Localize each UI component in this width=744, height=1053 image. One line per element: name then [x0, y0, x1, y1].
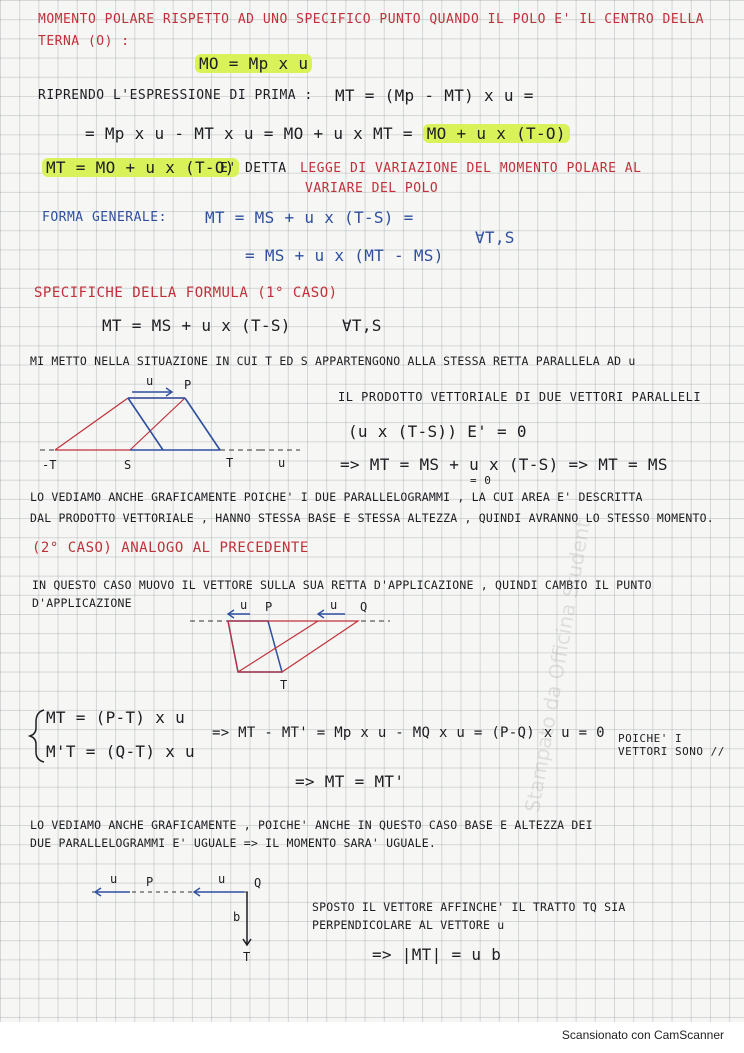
- watermark: Stampato da Officina Student: [520, 517, 596, 815]
- scanner-footer-text: Scansionato con CamScanner: [561, 1028, 724, 1042]
- final-label-u1: u: [110, 872, 118, 886]
- final-label-u2: u: [218, 872, 226, 886]
- law-formula: MT = MO + u x (T-O): [42, 158, 239, 177]
- case2-graphic-line2: DUE PARALLELOGRAMMI E' UGUALE => IL MOMENTO SARA' UGUALE.: [30, 836, 437, 850]
- case2-title: (2° CASO) ANALOGO AL PRECEDENTE: [32, 540, 309, 556]
- general-form-eq2: = MS + u x (MT - MS): [245, 246, 444, 265]
- case1-forall: ∀T,S: [342, 316, 382, 335]
- case1-implication: => MT = MS + u x (T-S) => MT = MS: [340, 455, 668, 474]
- case1-graphic-line2: DAL PRODOTTO VETTORIALE , HANNO STESSA BASE E STESSA ALTEZZA , QUINDI AVRANNO LO STESSO MOMENTO.: [30, 511, 714, 525]
- general-form-eq1: MT = MS + u x (T-S) =: [205, 208, 414, 227]
- scanner-footer: [0, 1022, 744, 1053]
- case1-formula: MT = MS + u x (T-S): [102, 316, 291, 335]
- law-text-a: E' DETTA: [220, 161, 287, 176]
- general-form-forall: ∀T,S: [475, 228, 515, 247]
- case2-line1: IN QUESTO CASO MUOVO IL VETTORE SULLA SUA RETTA D'APPLICAZIONE , QUINDI CAMBIO IL PUNTO: [32, 578, 652, 592]
- general-form-label: FORMA GENERALE:: [42, 210, 167, 225]
- case2-label-t: T: [280, 678, 288, 692]
- case1-situation: MI METTO NELLA SITUAZIONE IN CUI T ED S APPARTENGONO ALLA STESSA RETTA PARALLELA AD u: [30, 354, 636, 368]
- derivation-eq1: MT = (Mp - MT) x u =: [335, 86, 534, 105]
- final-label-b: b: [233, 910, 241, 924]
- case1-zero-label: = 0: [470, 474, 492, 487]
- case1-label-s: S: [124, 458, 132, 472]
- polar-title-line1: MOMENTO POLARE RISPETTO AD UNO SPECIFICO PUNTO QUANDO IL POLO E' IL CENTRO DELLA: [38, 12, 705, 27]
- case1-label-p: P: [184, 378, 192, 392]
- system-eq2: M'T = (Q-T) x u: [46, 742, 195, 761]
- final-label-t: T: [243, 950, 251, 964]
- final-text-line1: SPOSTO IL VETTORE AFFINCHE' IL TRATTO TQ SIA: [312, 900, 626, 914]
- case2-label-p: P: [265, 600, 273, 614]
- case1-note-line1: IL PRODOTTO VETTORIALE DI DUE VETTORI PARALLELI: [338, 390, 702, 404]
- final-text-line2: PERPENDICOLARE AL VETTORE u: [312, 918, 505, 932]
- case2-line2: D'APPLICAZIONE: [32, 596, 132, 610]
- mo-formula-text: MO = Mp x u: [195, 54, 312, 73]
- case1-title: SPECIFICHE DELLA FORMULA (1° CASO): [34, 285, 338, 301]
- case1-label-neg-t: -T: [42, 458, 57, 472]
- system-note: POICHE' I VETTORI SONO //: [618, 732, 725, 758]
- law-text-b: LEGGE DI VARIAZIONE DEL MOMENTO POLARE AL: [300, 161, 642, 176]
- final-label-q: Q: [254, 876, 262, 890]
- law-text-c: VARIARE DEL POLO: [305, 181, 439, 196]
- case2-label-q: Q: [360, 600, 368, 614]
- final-result: => |MT| = u b: [372, 945, 502, 964]
- system-eq1: MT = (P-T) x u: [46, 708, 186, 727]
- case2-graphic-line1: LO VEDIAMO ANCHE GRAFICAMENTE , POICHE' ANCHE IN QUESTO CASO BASE E ALTEZZA DEI: [30, 818, 593, 832]
- case1-label-u-axis: u: [278, 456, 286, 470]
- final-label-p: P: [146, 875, 154, 889]
- derivation-eq2-text: = Mp x u - MT x u = MO + u x MT =: [85, 124, 413, 143]
- case2-label-u2: u: [330, 598, 338, 612]
- case1-graphic-line1: LO VEDIAMO ANCHE GRAFICAMENTE POICHE' I DUE PARALLELOGRAMMI , LA CUI AREA E' DESCRITTA: [30, 490, 643, 504]
- case1-note-line2: (u x (T-S)) E' = 0: [348, 422, 527, 441]
- system-final: => MT = MT': [295, 772, 405, 791]
- system-result: => MT - MT' = Mp x u - MQ x u = (P-Q) x u = 0: [212, 725, 605, 741]
- derivation-eq2-result: MO + u x (T-O): [423, 124, 570, 143]
- case2-label-u1: u: [240, 598, 248, 612]
- case1-label-u: u: [146, 374, 154, 388]
- polar-title-line2: TERNA (O) :: [38, 34, 130, 49]
- case1-label-t: T: [226, 456, 234, 470]
- derivation-intro: RIPRENDO L'ESPRESSIONE DI PRIMA :: [38, 88, 313, 103]
